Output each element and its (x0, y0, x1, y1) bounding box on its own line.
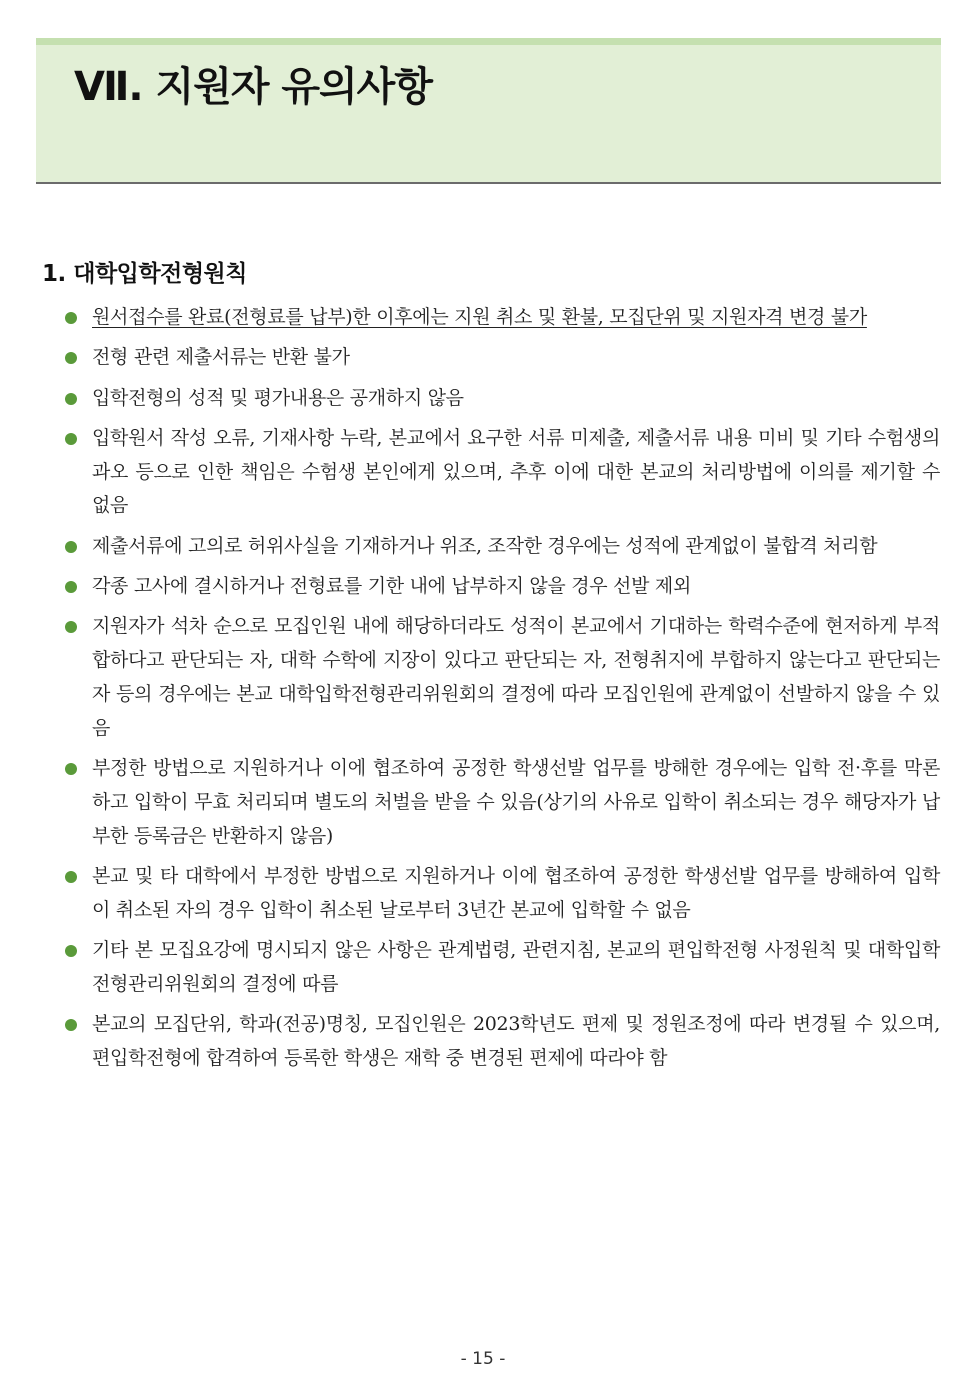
bullet-icon (65, 581, 77, 593)
bullet-icon (65, 763, 77, 775)
bullet-icon (65, 541, 77, 553)
notice-list (60, 301, 940, 1082)
notice-text: 본교 및 타 대학에서 부정한 방법으로 지원하거나 이에 협조하여 공정한 학생선발 업무를 방해하여 입학이 취소된 자의 경우 입학이 취소된 날로부터 3년간 본교에 입학할 수 없음 (92, 864, 940, 921)
list-item (60, 934, 940, 1002)
bullet-icon (65, 393, 77, 405)
chapter-title: Ⅶ. 지원자 유의사항 (74, 64, 432, 110)
notice-text: 입학원서 작성 오류, 기재사항 누락, 본교에서 요구한 서류 미제출, 제출서류 내용 미비 및 기타 수험생의 과오 등으로 인한 책임은 수험생 본인에게 있으며, 추후 이에 대한 본교의 처리방법에 이의를 제기할 수 없음 (92, 426, 940, 517)
bullet-icon (65, 871, 77, 883)
notice-text: 각종 고사에 결시하거나 전형료를 기한 내에 납부하지 않을 경우 선발 제외 (92, 575, 692, 598)
notice-text: 지원자가 석차 순으로 모집인원 내에 해당하더라도 성적이 본교에서 기대하는 학력수준에 현저하게 부적합하다고 판단되는 자, 대학 수학에 지장이 있다고 판단되는 자, 전형취지에 부합하지 않는다고 판단되는 자 등의 경우에는 본교 대학입학전형관리위원회의 결정에 따라 모집인원에 관계없이 선발하지 않을 수 있음 (92, 615, 940, 739)
list-item (60, 570, 940, 604)
list-item (60, 422, 940, 523)
notice-text: 기타 본 모집요강에 명시되지 않은 사항은 관계법령, 관련지침, 본교의 편입학전형 사정원칙 및 대학입학전형관리위원회의 결정에 따름 (92, 939, 940, 995)
list-item (60, 341, 940, 375)
notice-text: 입학전형의 성적 및 평가내용은 공개하지 않음 (92, 386, 464, 409)
list-item (60, 610, 940, 745)
list-item (60, 1008, 940, 1076)
notice-text: 제출서류에 고의로 허위사실을 기재하거나 위조, 조작한 경우에는 성적에 관계없이 불합격 처리함 (92, 534, 878, 557)
bullet-icon (65, 312, 77, 324)
list-item (60, 301, 940, 335)
bullet-icon (65, 945, 77, 957)
notice-text: 전형 관련 제출서류는 반환 불가 (92, 346, 350, 369)
notice-text: 부정한 방법으로 지원하거나 이에 협조하여 공정한 학생선발 업무를 방해한 경우에는 입학 전·후를 막론하고 입학이 무효 처리되며 별도의 처벌을 받을 수 있음(상기의 사유로 입학이 취소되는 경우 해당자가 납부한 등록금은 반환하지 않음) (92, 757, 940, 847)
bullet-icon (65, 352, 77, 364)
list-item (60, 382, 940, 416)
page-number: - 15 - (460, 1349, 506, 1369)
bullet-icon (65, 621, 77, 633)
list-item (60, 860, 940, 928)
list-item (60, 752, 940, 853)
bullet-icon (65, 1019, 77, 1031)
notice-text: 본교의 모집단위, 학과(전공)명칭, 모집인원은 2023학년도 편제 및 정원조정에 따라 변경될 수 있으며, 편입학전형에 합격하여 등록한 학생은 재학 중 변경된 편제에 따라야 함 (92, 1013, 940, 1069)
list-item (60, 530, 940, 564)
bullet-icon (65, 433, 77, 445)
chapter-header (36, 38, 941, 184)
notice-text: 원서접수를 완료(전형료를 납부)한 이후에는 지원 취소 및 환불, 모집단위 및 지원자격 변경 불가 (92, 306, 867, 328)
section-title: 1. 대학입학전형원칙 (42, 261, 247, 287)
